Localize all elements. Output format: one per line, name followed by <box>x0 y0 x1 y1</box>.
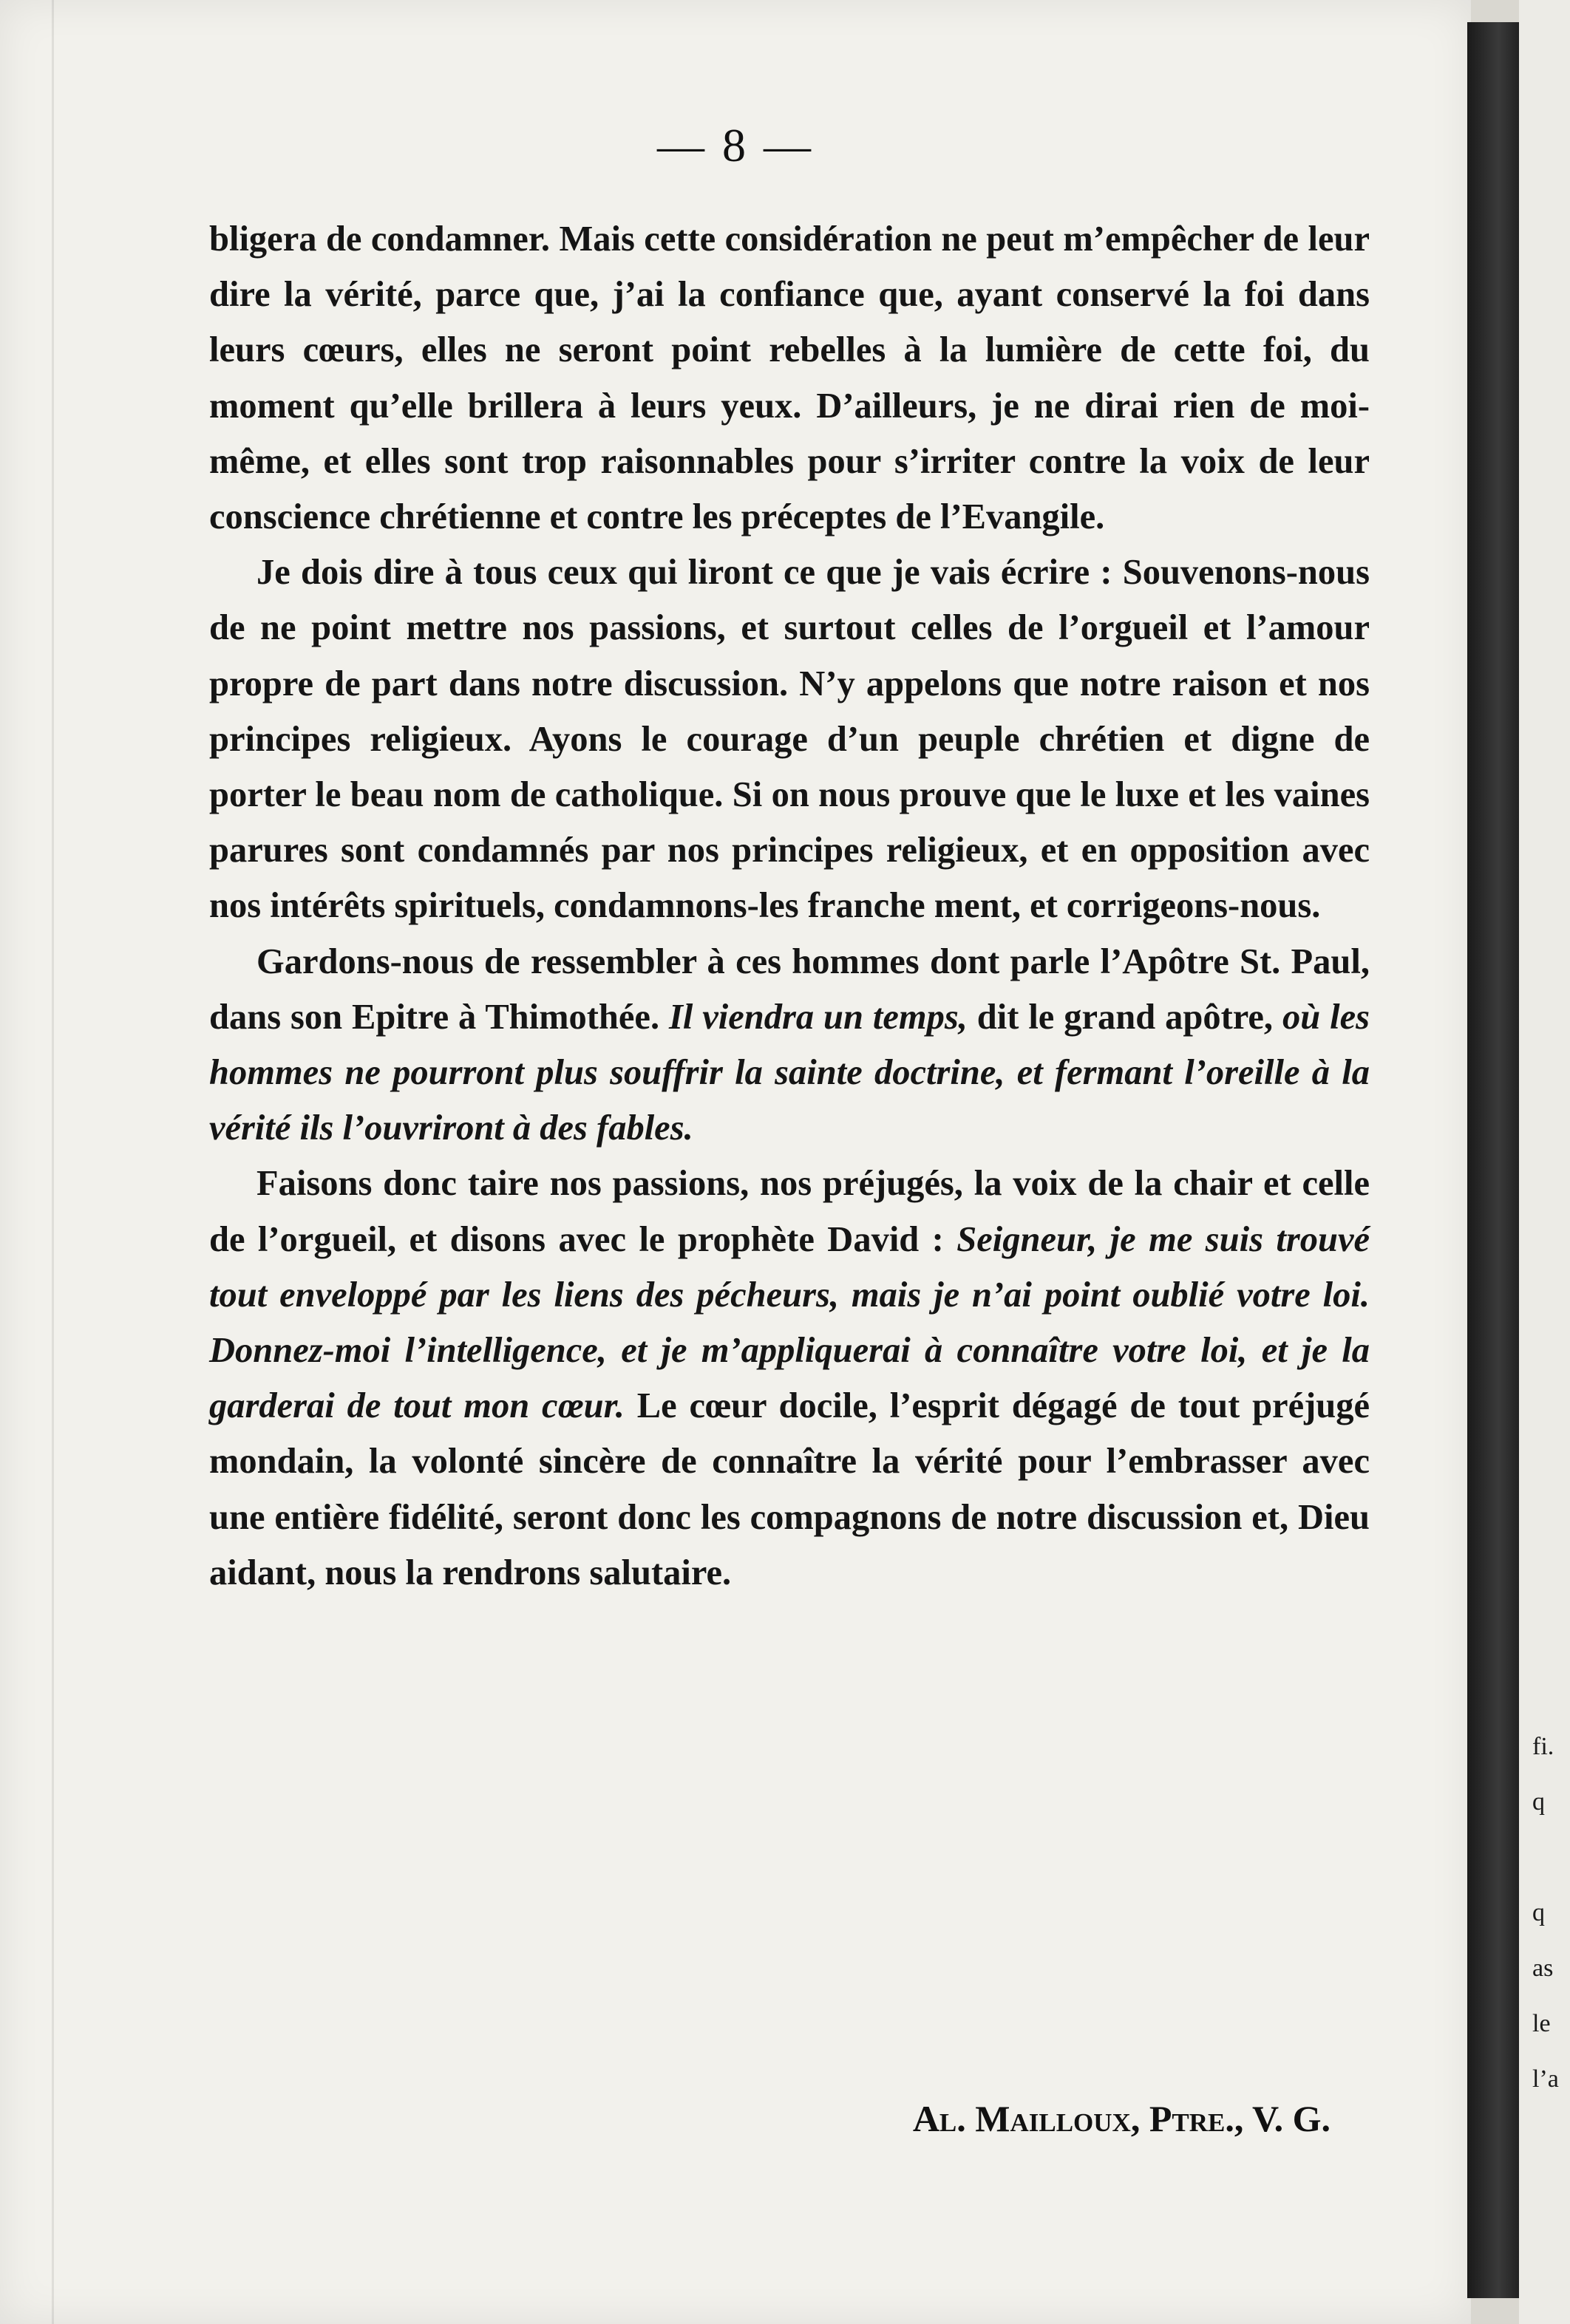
next-page-fragment: le <box>1532 2010 1551 2037</box>
page-number: — 8 — <box>657 119 814 171</box>
paragraph <box>209 934 1370 1156</box>
text-run: dit le grand apôtre, <box>967 997 1282 1037</box>
next-page-fragment: l’a <box>1532 2065 1559 2093</box>
page-edge-shadow <box>1467 22 1519 2298</box>
signature: Al. Mailloux, Ptre., V. G. <box>912 2098 1331 2139</box>
next-page-fragment: as <box>1532 1955 1554 1982</box>
next-page-strip <box>1519 0 1570 2324</box>
paragraph <box>209 1156 1370 1601</box>
italic-quote: où les hommes ne pourront plus souffrir la sainte doctrine, et fermant l’oreille à la vérité ils l’ouvriront à des fables. <box>209 997 1370 1148</box>
next-page-fragment: fi. <box>1532 1733 1554 1760</box>
italic-quote: Seigneur, je me suis trouvé tout enveloppé par les liens des pécheurs, mais je n’ai point oublié votre loi. Donnez-moi l’intelligence, et je m’appliquerai à connaître votre loi, et je la garderai de tout mon cœur. <box>209 1219 1370 1426</box>
text-run: Faisons donc taire nos passions, nos préjugés, la voix de la chair et celle de l’orgueil, et disons avec le prophète David : <box>209 1164 1370 1259</box>
body-text <box>209 211 1370 1601</box>
text-run: bligera de condamner. Mais cette considération ne peut m’empêcher de leur dire la vérité, parce que, j’ai la confiance que, ayant conservé la foi dans leurs cœurs, elles ne seront point rebelles à la lumière de cette foi, du moment qu’elle brillera à leurs yeux. D’ailleurs, je ne dirai rien de moi-même, et elles sont trop raisonnables pour s’irriter contre la voix de leur conscience chrétienne et contre les préceptes de l’Evangile. <box>209 219 1370 537</box>
italic-quote: Il viendra un temps, <box>669 997 968 1037</box>
text-run: Le cœur docile, l’esprit dégagé de tout préjugé mondain, la volonté sincère de connaître la vérité pour l’embrasser avec une entière fidélité, seront donc les compagnons de notre discussion et, Dieu aidant, nous la rendrons salutaire. <box>209 1386 1370 1592</box>
paragraph <box>209 545 1370 933</box>
paragraph <box>209 211 1370 545</box>
text-run: Gardons-nous de ressembler à ces hommes dont parle l’Apôtre St. Paul, dans son Epitre à Thimothée. <box>209 941 1370 1037</box>
next-page-fragment: q <box>1532 1899 1545 1926</box>
text-run: Je dois dire à tous ceux qui liront ce que je vais écrire : Souvenons-nous de ne point mettre nos passions, et surtout celles de l’orgueil et l’amour propre de part dans notre discussion. N’y appelons que notre raison et nos principes religieux. Ayons le courage d’un peuple chrétien et digne de porter le beau nom de catholique. Si on nous prouve que le luxe et les vaines parures sont condamnés par nos principes religieux, et en opposition avec nos intérêts spirituels, condamnons-les franche ment, et corrigeons-nous. <box>209 553 1370 926</box>
binding-line <box>52 0 54 2324</box>
next-page-fragment: q <box>1532 1788 1545 1816</box>
